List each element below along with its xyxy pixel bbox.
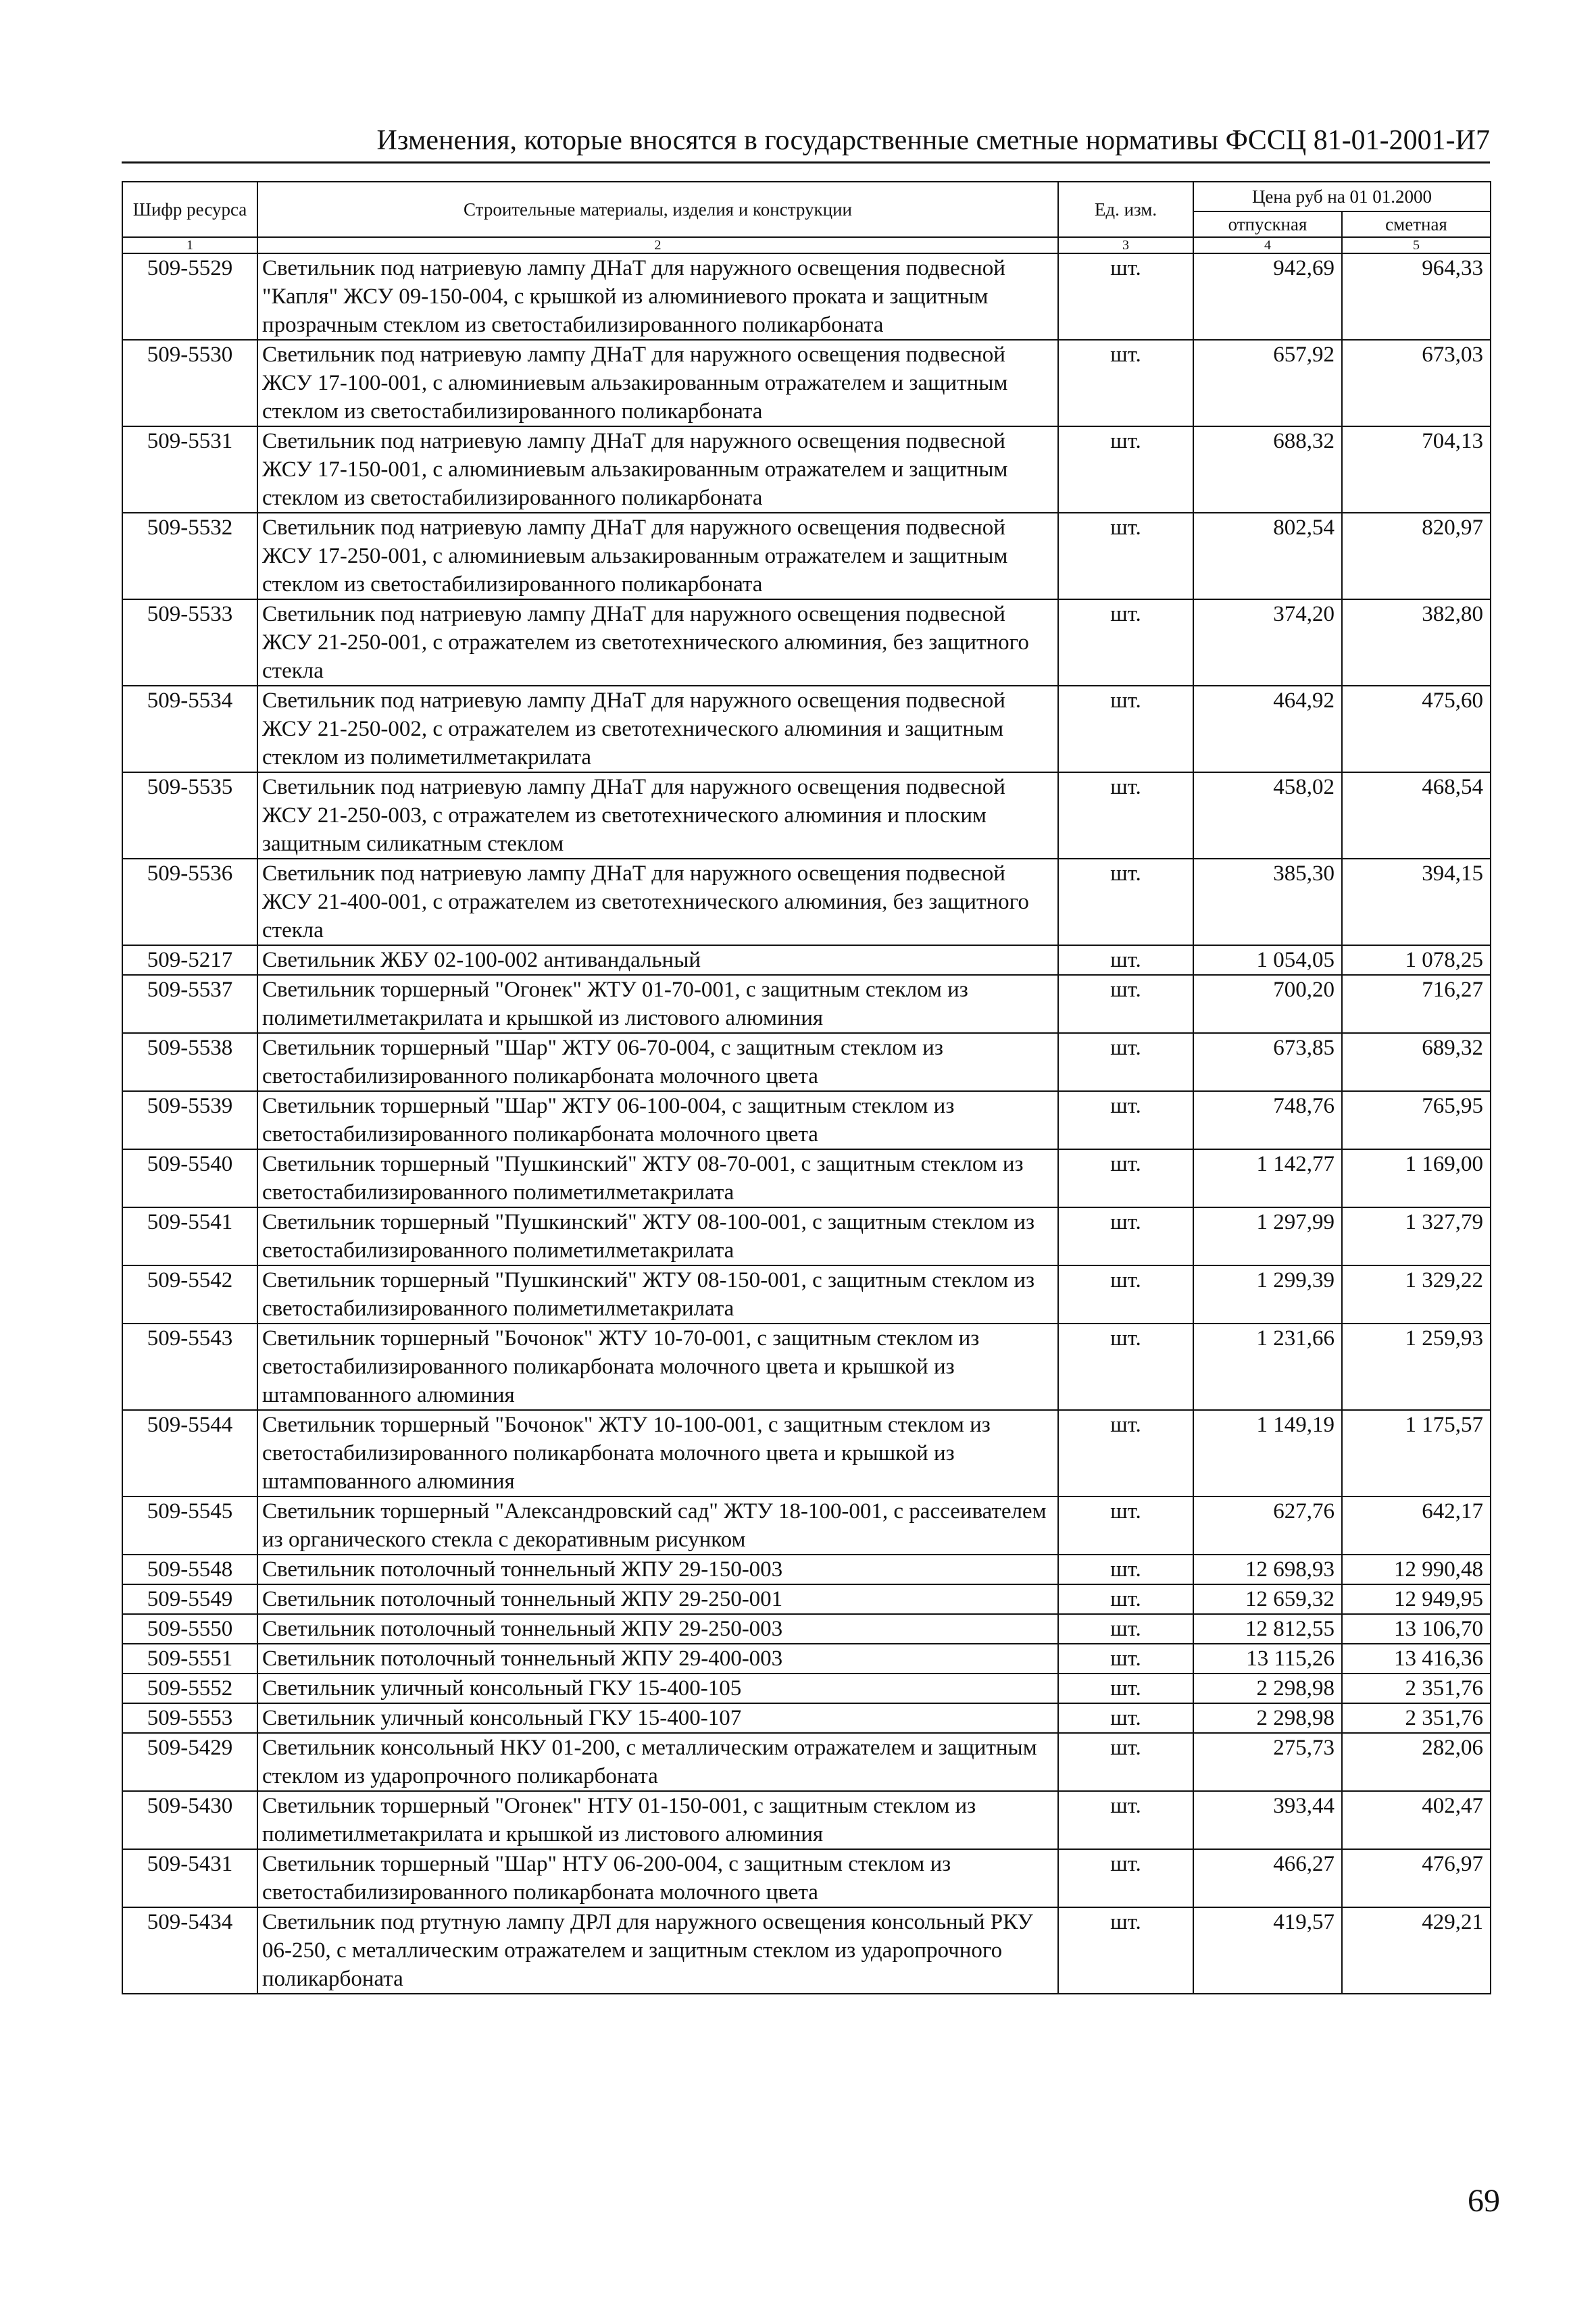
- resource-code-cell: 509-5540: [122, 1149, 257, 1207]
- col-header-release: отпускная: [1193, 211, 1342, 237]
- page-number: 69: [1468, 2183, 1500, 2219]
- table-row: [122, 1410, 1491, 1496]
- header-rule: [122, 161, 1490, 164]
- table-row: [122, 426, 1491, 513]
- estimate-price-cell: 1 078,25: [1342, 945, 1491, 975]
- table-row: [122, 513, 1491, 599]
- release-price-cell: 688,32: [1193, 426, 1342, 513]
- estimate-price-cell: 476,97: [1342, 1849, 1491, 1907]
- release-price-cell: 1 149,19: [1193, 1410, 1342, 1496]
- unit-cell: шт.: [1058, 1149, 1193, 1207]
- unit-cell: шт.: [1058, 253, 1193, 340]
- resource-code-cell: 509-5531: [122, 426, 257, 513]
- estimate-price-cell: 1 329,22: [1342, 1265, 1491, 1324]
- resource-code-cell: 509-5431: [122, 1849, 257, 1907]
- material-name-cell: Светильник торшерный "Пушкинский" ЖТУ 08-70-001, с защитным стеклом из светостабилизированного полиметилметакрилата: [257, 1149, 1058, 1207]
- resource-code-cell: 509-5534: [122, 686, 257, 772]
- table-row: [122, 1733, 1491, 1791]
- unit-cell: шт.: [1058, 1033, 1193, 1091]
- resource-code-cell: 509-5429: [122, 1733, 257, 1791]
- table-row: [122, 1703, 1491, 1733]
- unit-cell: шт.: [1058, 1733, 1193, 1791]
- resource-code-cell: 509-5535: [122, 772, 257, 859]
- estimate-price-cell: 475,60: [1342, 686, 1491, 772]
- resource-code-cell: 509-5542: [122, 1265, 257, 1324]
- resource-code-cell: 509-5539: [122, 1091, 257, 1149]
- col-header-code: Шифр ресурса: [122, 182, 257, 237]
- material-name-cell: Светильник торшерный "Шар" ЖТУ 06-100-004, с защитным стеклом из светостабилизированного поликарбоната молочного цвета: [257, 1091, 1058, 1149]
- material-name-cell: Светильник под ртутную лампу ДРЛ для наружного освещения консольный РКУ 06-250, с металлическим отражателем и защитным стеклом из ударопрочного поликарбоната: [257, 1907, 1058, 1994]
- material-name-cell: Светильник под натриевую лампу ДНаТ для наружного освещения подвесной "Капля" ЖСУ 09-150-004, с крышкой из алюминиевого проката и защитным прозрачным стеклом из светостабилизированного поликарбоната: [257, 253, 1058, 340]
- estimate-price-cell: 704,13: [1342, 426, 1491, 513]
- release-price-cell: 802,54: [1193, 513, 1342, 599]
- unit-cell: шт.: [1058, 1674, 1193, 1703]
- unit-cell: шт.: [1058, 340, 1193, 426]
- unit-cell: шт.: [1058, 975, 1193, 1033]
- release-price-cell: 1 299,39: [1193, 1265, 1342, 1324]
- material-name-cell: Светильник под натриевую лампу ДНаТ для наружного освещения подвесной ЖСУ 21-400-001, с отражателем из светотехнического алюминия, без защитного стекла: [257, 859, 1058, 945]
- table-row: [122, 1265, 1491, 1324]
- table-row: [122, 1207, 1491, 1265]
- resource-code-cell: 509-5537: [122, 975, 257, 1033]
- table-row: [122, 1907, 1491, 1994]
- unit-cell: шт.: [1058, 1584, 1193, 1614]
- estimate-price-cell: 282,06: [1342, 1733, 1491, 1791]
- estimate-price-cell: 689,32: [1342, 1033, 1491, 1091]
- estimate-price-cell: 820,97: [1342, 513, 1491, 599]
- release-price-cell: 1 231,66: [1193, 1324, 1342, 1410]
- unit-cell: шт.: [1058, 1496, 1193, 1555]
- unit-cell: шт.: [1058, 945, 1193, 975]
- release-price-cell: 374,20: [1193, 599, 1342, 686]
- resource-code-cell: 509-5217: [122, 945, 257, 975]
- estimate-price-cell: 468,54: [1342, 772, 1491, 859]
- table-body: [122, 253, 1491, 1994]
- release-price-cell: 2 298,98: [1193, 1703, 1342, 1733]
- material-name-cell: Светильник потолочный тоннельный ЖПУ 29-250-001: [257, 1584, 1058, 1614]
- material-name-cell: Светильник уличный консольный ГКУ 15-400-107: [257, 1703, 1058, 1733]
- estimate-price-cell: 964,33: [1342, 253, 1491, 340]
- material-name-cell: Светильник под натриевую лампу ДНаТ для наружного освещения подвесной ЖСУ 17-100-001, с алюминиевым альзакированным отражателем и защитным стеклом из светостабилизированного поликарбоната: [257, 340, 1058, 426]
- material-name-cell: Светильник под натриевую лампу ДНаТ для наружного освещения подвесной ЖСУ 21-250-002, с отражателем из светотехнического алюминия и защитным стеклом из полиметилметакрилата: [257, 686, 1058, 772]
- estimate-price-cell: 2 351,76: [1342, 1703, 1491, 1733]
- material-name-cell: Светильник торшерный "Шар" НТУ 06-200-004, с защитным стеклом из светостабилизированного поликарбоната молочного цвета: [257, 1849, 1058, 1907]
- resource-code-cell: 509-5543: [122, 1324, 257, 1410]
- material-name-cell: Светильник под натриевую лампу ДНаТ для наружного освещения подвесной ЖСУ 17-250-001, с алюминиевым альзакированным отражателем и защитным стеклом из светостабилизированного поликарбоната: [257, 513, 1058, 599]
- unit-cell: шт.: [1058, 859, 1193, 945]
- resource-code-cell: 509-5541: [122, 1207, 257, 1265]
- release-price-cell: 748,76: [1193, 1091, 1342, 1149]
- price-table: [122, 181, 1491, 1994]
- resource-code-cell: 509-5529: [122, 253, 257, 340]
- table-header: [122, 182, 1491, 253]
- estimate-price-cell: 1 169,00: [1342, 1149, 1491, 1207]
- material-name-cell: Светильник потолочный тоннельный ЖПУ 29-400-003: [257, 1644, 1058, 1674]
- resource-code-cell: 509-5544: [122, 1410, 257, 1496]
- table-row: [122, 686, 1491, 772]
- release-price-cell: 464,92: [1193, 686, 1342, 772]
- resource-code-cell: 509-5551: [122, 1644, 257, 1674]
- material-name-cell: Светильник потолочный тоннельный ЖПУ 29-150-003: [257, 1555, 1058, 1584]
- estimate-price-cell: 765,95: [1342, 1091, 1491, 1149]
- col-number: 3: [1058, 237, 1193, 253]
- release-price-cell: 275,73: [1193, 1733, 1342, 1791]
- release-price-cell: 673,85: [1193, 1033, 1342, 1091]
- estimate-price-cell: 673,03: [1342, 340, 1491, 426]
- table-row: [122, 1849, 1491, 1907]
- release-price-cell: 1 054,05: [1193, 945, 1342, 975]
- resource-code-cell: 509-5552: [122, 1674, 257, 1703]
- estimate-price-cell: 382,80: [1342, 599, 1491, 686]
- release-price-cell: 942,69: [1193, 253, 1342, 340]
- estimate-price-cell: 13 106,70: [1342, 1614, 1491, 1644]
- table-row: [122, 945, 1491, 975]
- material-name-cell: Светильник под натриевую лампу ДНаТ для наружного освещения подвесной ЖСУ 17-150-001, с алюминиевым альзакированным отражателем и защитным стеклом из светостабилизированного поликарбоната: [257, 426, 1058, 513]
- unit-cell: шт.: [1058, 1791, 1193, 1849]
- table-row: [122, 1614, 1491, 1644]
- release-price-cell: 627,76: [1193, 1496, 1342, 1555]
- resource-code-cell: 509-5553: [122, 1703, 257, 1733]
- table-row: [122, 1674, 1491, 1703]
- material-name-cell: Светильник торшерный "Шар" ЖТУ 06-70-004, с защитным стеклом из светостабилизированного поликарбоната молочного цвета: [257, 1033, 1058, 1091]
- resource-code-cell: 509-5430: [122, 1791, 257, 1849]
- unit-cell: шт.: [1058, 1849, 1193, 1907]
- resource-code-cell: 509-5538: [122, 1033, 257, 1091]
- unit-cell: шт.: [1058, 1410, 1193, 1496]
- unit-cell: шт.: [1058, 1091, 1193, 1149]
- col-number: 2: [257, 237, 1058, 253]
- resource-code-cell: 509-5549: [122, 1584, 257, 1614]
- col-number: 1: [122, 237, 257, 253]
- unit-cell: шт.: [1058, 1614, 1193, 1644]
- material-name-cell: Светильник торшерный "Пушкинский" ЖТУ 08-150-001, с защитным стеклом из светостабилизированного полиметилметакрилата: [257, 1265, 1058, 1324]
- release-price-cell: 12 812,55: [1193, 1614, 1342, 1644]
- material-name-cell: Светильник под натриевую лампу ДНаТ для наружного освещения подвесной ЖСУ 21-250-001, с отражателем из светотехнического алюминия, без защитного стекла: [257, 599, 1058, 686]
- resource-code-cell: 509-5545: [122, 1496, 257, 1555]
- running-header: Изменения, которые вносятся в государственные сметные нормативы ФССЦ 81-01-2001-И7: [376, 125, 1490, 156]
- resource-code-cell: 509-5550: [122, 1614, 257, 1644]
- material-name-cell: Светильник ЖБУ 02-100-002 антивандальный: [257, 945, 1058, 975]
- material-name-cell: Светильник торшерный "Александровский сад" ЖТУ 18-100-001, с рассеивателем из органического стекла с декоративным рисунком: [257, 1496, 1058, 1555]
- table-row: [122, 1644, 1491, 1674]
- table-row: [122, 1791, 1491, 1849]
- resource-code-cell: 509-5533: [122, 599, 257, 686]
- resource-code-cell: 509-5530: [122, 340, 257, 426]
- release-price-cell: 12 698,93: [1193, 1555, 1342, 1584]
- col-header-price-group: Цена руб на 01 01.2000: [1193, 182, 1491, 211]
- unit-cell: шт.: [1058, 1555, 1193, 1584]
- unit-cell: шт.: [1058, 426, 1193, 513]
- estimate-price-cell: 13 416,36: [1342, 1644, 1491, 1674]
- resource-code-cell: 509-5536: [122, 859, 257, 945]
- table-row: [122, 253, 1491, 340]
- table-row: [122, 975, 1491, 1033]
- material-name-cell: Светильник консольный НКУ 01-200, с металлическим отражателем и защитным стеклом из ударопрочного поликарбоната: [257, 1733, 1058, 1791]
- unit-cell: шт.: [1058, 1703, 1193, 1733]
- material-name-cell: Светильник под натриевую лампу ДНаТ для наружного освещения подвесной ЖСУ 21-250-003, с отражателем из светотехнического алюминия и плоским защитным силикатным стеклом: [257, 772, 1058, 859]
- resource-code-cell: 509-5548: [122, 1555, 257, 1584]
- estimate-price-cell: 12 949,95: [1342, 1584, 1491, 1614]
- release-price-cell: 466,27: [1193, 1849, 1342, 1907]
- table-row: [122, 1324, 1491, 1410]
- table-row: [122, 1555, 1491, 1584]
- col-header-estimate: сметная: [1342, 211, 1491, 237]
- material-name-cell: Светильник торшерный "Бочонок" ЖТУ 10-100-001, с защитным стеклом из светостабилизированного поликарбоната молочного цвета и крышкой из штампованного алюминия: [257, 1410, 1058, 1496]
- material-name-cell: Светильник торшерный "Пушкинский" ЖТУ 08-100-001, с защитным стеклом из светостабилизированного полиметилметакрилата: [257, 1207, 1058, 1265]
- release-price-cell: 13 115,26: [1193, 1644, 1342, 1674]
- estimate-price-cell: 642,17: [1342, 1496, 1491, 1555]
- release-price-cell: 12 659,32: [1193, 1584, 1342, 1614]
- material-name-cell: Светильник потолочный тоннельный ЖПУ 29-250-003: [257, 1614, 1058, 1644]
- col-number: 5: [1342, 237, 1491, 253]
- unit-cell: шт.: [1058, 1265, 1193, 1324]
- table-row: [122, 340, 1491, 426]
- estimate-price-cell: 1 327,79: [1342, 1207, 1491, 1265]
- unit-cell: шт.: [1058, 772, 1193, 859]
- estimate-price-cell: 12 990,48: [1342, 1555, 1491, 1584]
- unit-cell: шт.: [1058, 1324, 1193, 1410]
- release-price-cell: 385,30: [1193, 859, 1342, 945]
- estimate-price-cell: 1 259,93: [1342, 1324, 1491, 1410]
- resource-code-cell: 509-5532: [122, 513, 257, 599]
- table-row: [122, 1033, 1491, 1091]
- table-row: [122, 859, 1491, 945]
- unit-cell: шт.: [1058, 1207, 1193, 1265]
- table-row: [122, 772, 1491, 859]
- release-price-cell: 458,02: [1193, 772, 1342, 859]
- table-row: [122, 1496, 1491, 1555]
- release-price-cell: 419,57: [1193, 1907, 1342, 1994]
- col-header-unit: Ед. изм.: [1058, 182, 1193, 237]
- unit-cell: шт.: [1058, 686, 1193, 772]
- release-price-cell: 393,44: [1193, 1791, 1342, 1849]
- unit-cell: шт.: [1058, 1644, 1193, 1674]
- unit-cell: шт.: [1058, 599, 1193, 686]
- table-row: [122, 1149, 1491, 1207]
- release-price-cell: 657,92: [1193, 340, 1342, 426]
- estimate-price-cell: 402,47: [1342, 1791, 1491, 1849]
- resource-code-cell: 509-5434: [122, 1907, 257, 1994]
- table-row: [122, 1091, 1491, 1149]
- material-name-cell: Светильник торшерный "Огонек" ЖТУ 01-70-001, с защитным стеклом из полиметилметакрилата и крышкой из листового алюминия: [257, 975, 1058, 1033]
- estimate-price-cell: 394,15: [1342, 859, 1491, 945]
- col-number: 4: [1193, 237, 1342, 253]
- unit-cell: шт.: [1058, 1907, 1193, 1994]
- release-price-cell: 1 142,77: [1193, 1149, 1342, 1207]
- release-price-cell: 1 297,99: [1193, 1207, 1342, 1265]
- material-name-cell: Светильник уличный консольный ГКУ 15-400-105: [257, 1674, 1058, 1703]
- release-price-cell: 2 298,98: [1193, 1674, 1342, 1703]
- estimate-price-cell: 716,27: [1342, 975, 1491, 1033]
- table-row: [122, 1584, 1491, 1614]
- estimate-price-cell: 1 175,57: [1342, 1410, 1491, 1496]
- material-name-cell: Светильник торшерный "Огонек" НТУ 01-150-001, с защитным стеклом из полиметилметакрилата и крышкой из листового алюминия: [257, 1791, 1058, 1849]
- material-name-cell: Светильник торшерный "Бочонок" ЖТУ 10-70-001, с защитным стеклом из светостабилизированного поликарбоната молочного цвета и крышкой из штампованного алюминия: [257, 1324, 1058, 1410]
- release-price-cell: 700,20: [1193, 975, 1342, 1033]
- col-header-name: Строительные материалы, изделия и конструкции: [257, 182, 1058, 237]
- estimate-price-cell: 2 351,76: [1342, 1674, 1491, 1703]
- estimate-price-cell: 429,21: [1342, 1907, 1491, 1994]
- unit-cell: шт.: [1058, 513, 1193, 599]
- table-row: [122, 599, 1491, 686]
